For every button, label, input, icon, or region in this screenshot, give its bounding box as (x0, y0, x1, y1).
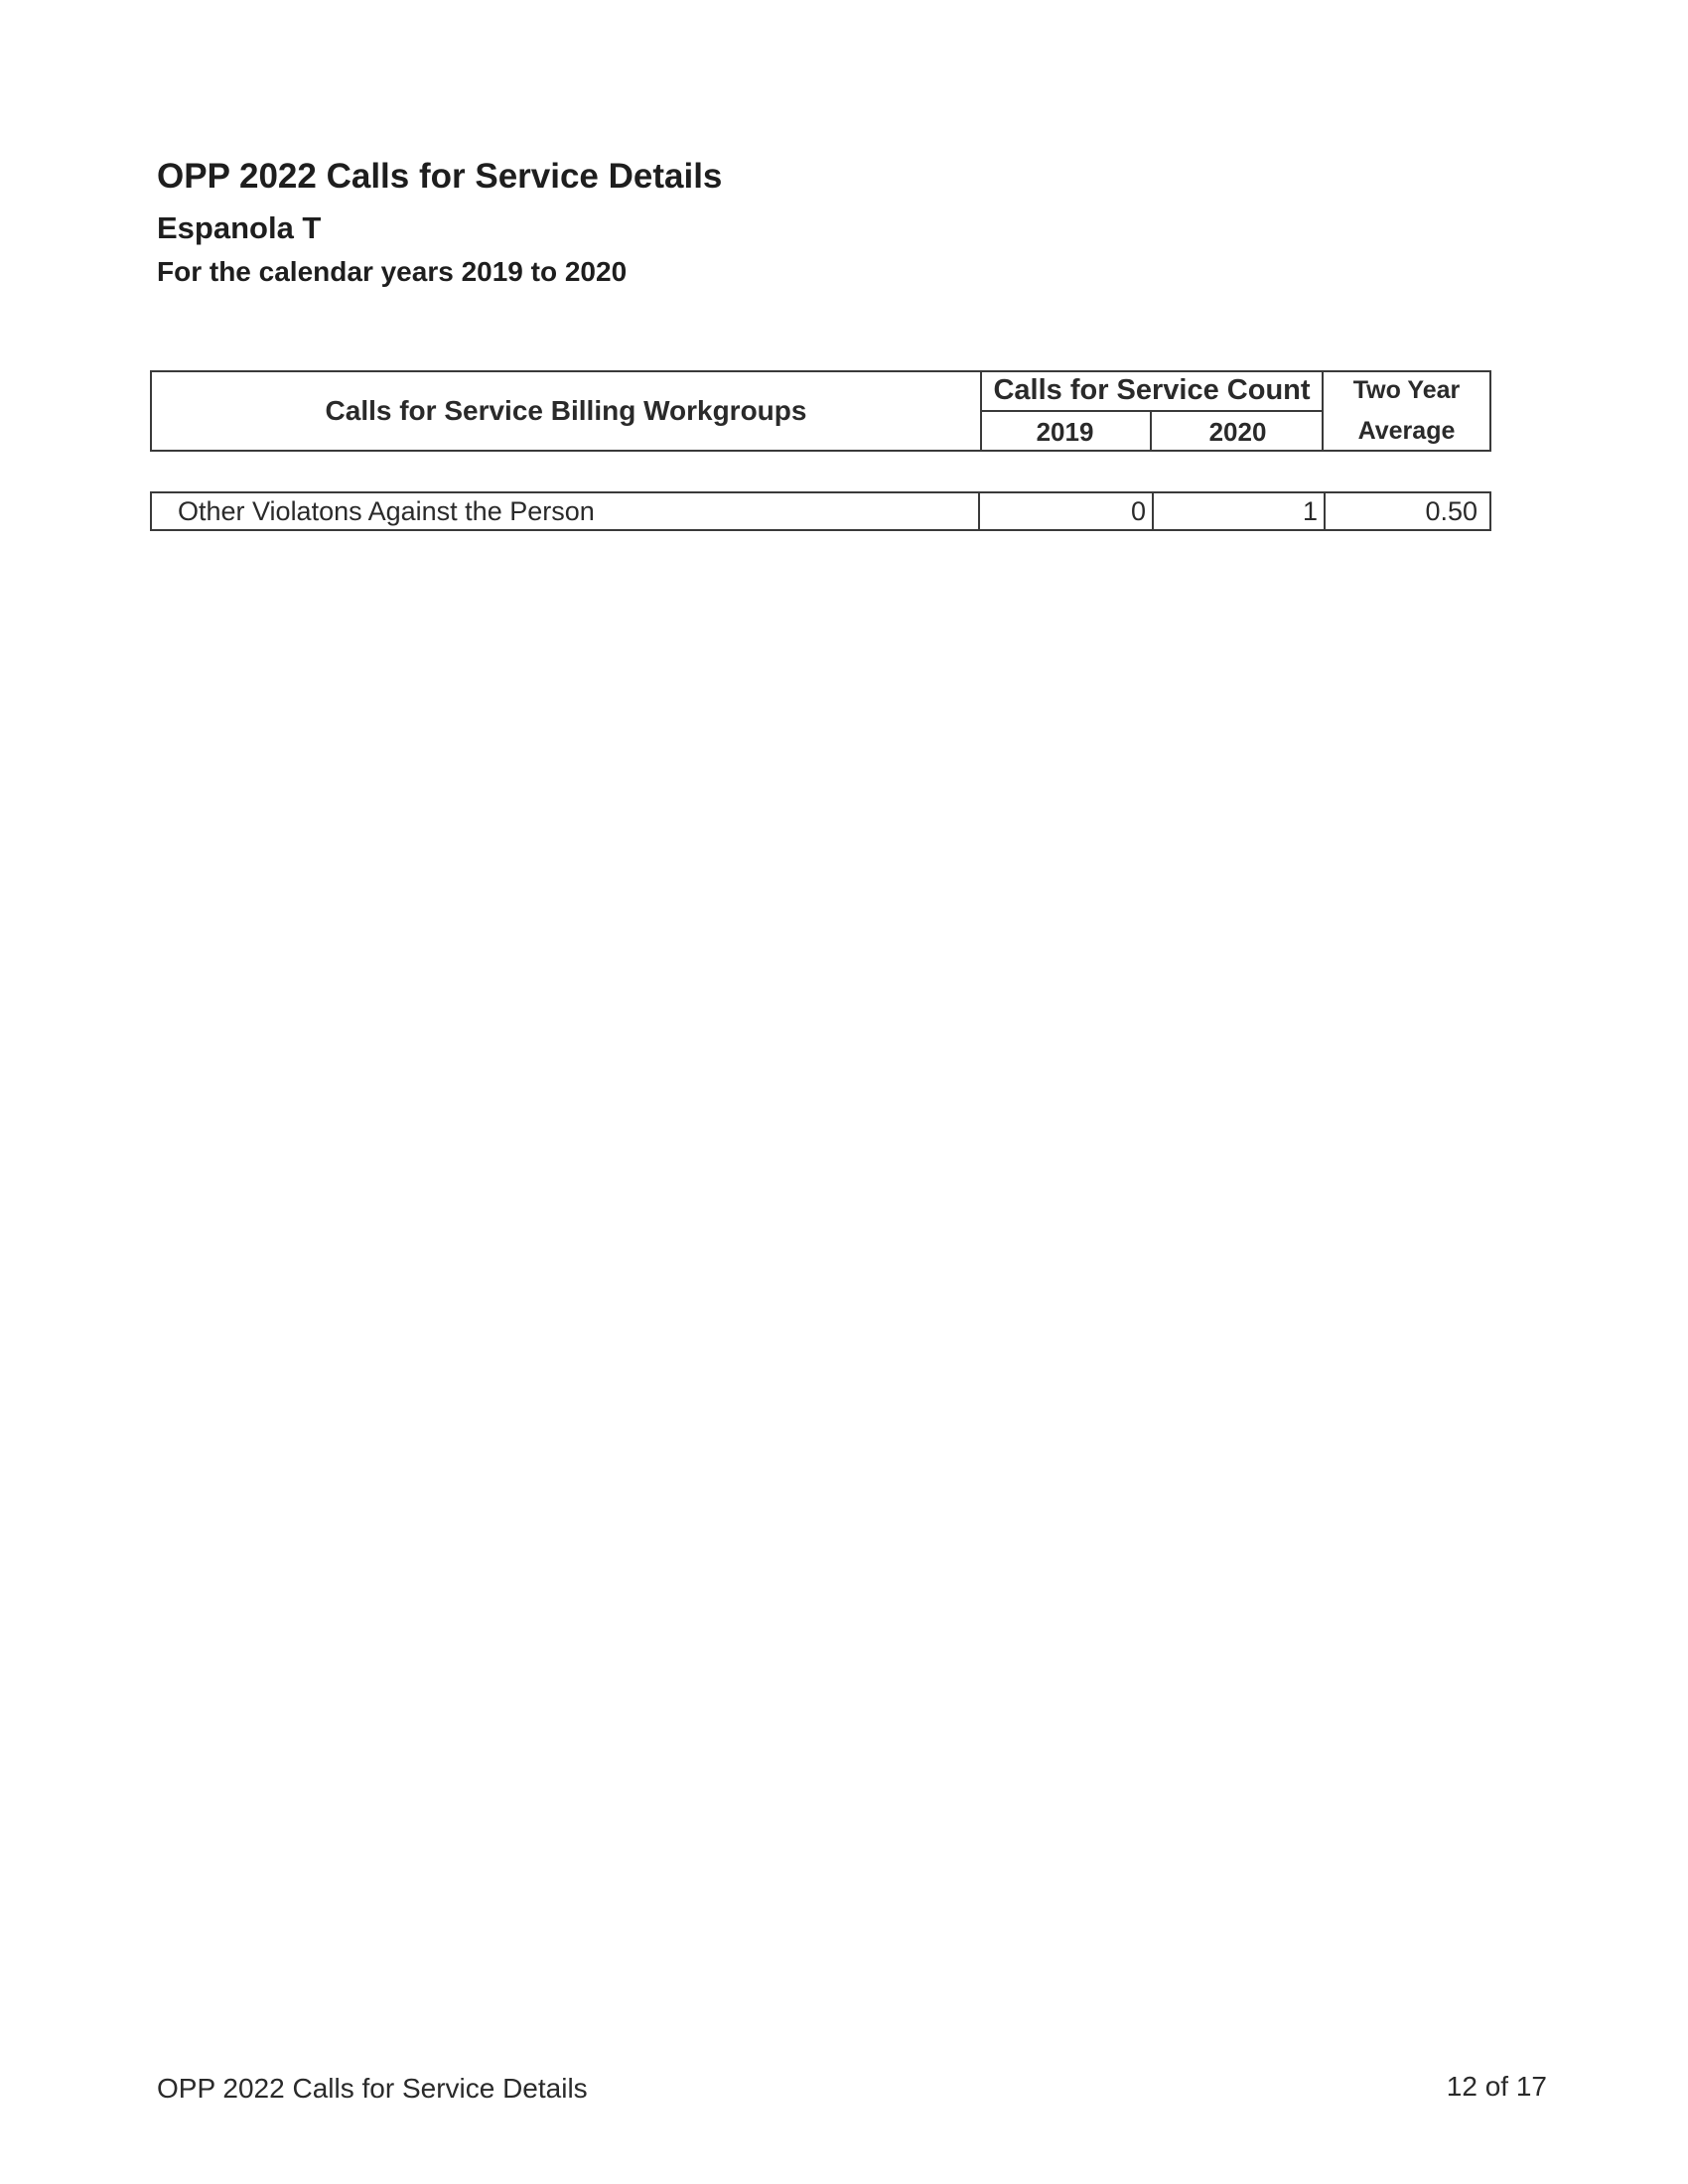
table-header (150, 370, 1491, 452)
row-count-2019-cell: 0 (980, 493, 1154, 529)
row-average-cell: 0.50 (1425, 495, 1477, 526)
column-header-count-group: Calls for Service Count (980, 370, 1324, 412)
row-workgroup-cell: Other Violatons Against the Person (152, 493, 980, 529)
column-header-average (1324, 370, 1491, 452)
row-count-2020-cell: 1 (1154, 493, 1326, 529)
footer-page-number: 12 of 17 (1446, 2071, 1547, 2102)
column-header-average-line-1: Two Year (1352, 376, 1461, 404)
period-subtitle: For the calendar years 2019 to 2020 (157, 256, 628, 287)
location-subtitle: Espanola T (157, 210, 322, 245)
table-row (150, 491, 1491, 531)
column-header-2020: 2020 (1208, 416, 1267, 447)
footer-document-name: OPP 2022 Calls for Service Details (157, 2073, 588, 2104)
page-title: OPP 2022 Calls for Service Details (157, 157, 723, 196)
column-header-workgroups: Calls for Service Billing Workgroups (150, 370, 980, 452)
column-header-average-line-2: Average (1357, 417, 1456, 445)
column-header-2019: 2019 (980, 412, 1152, 452)
